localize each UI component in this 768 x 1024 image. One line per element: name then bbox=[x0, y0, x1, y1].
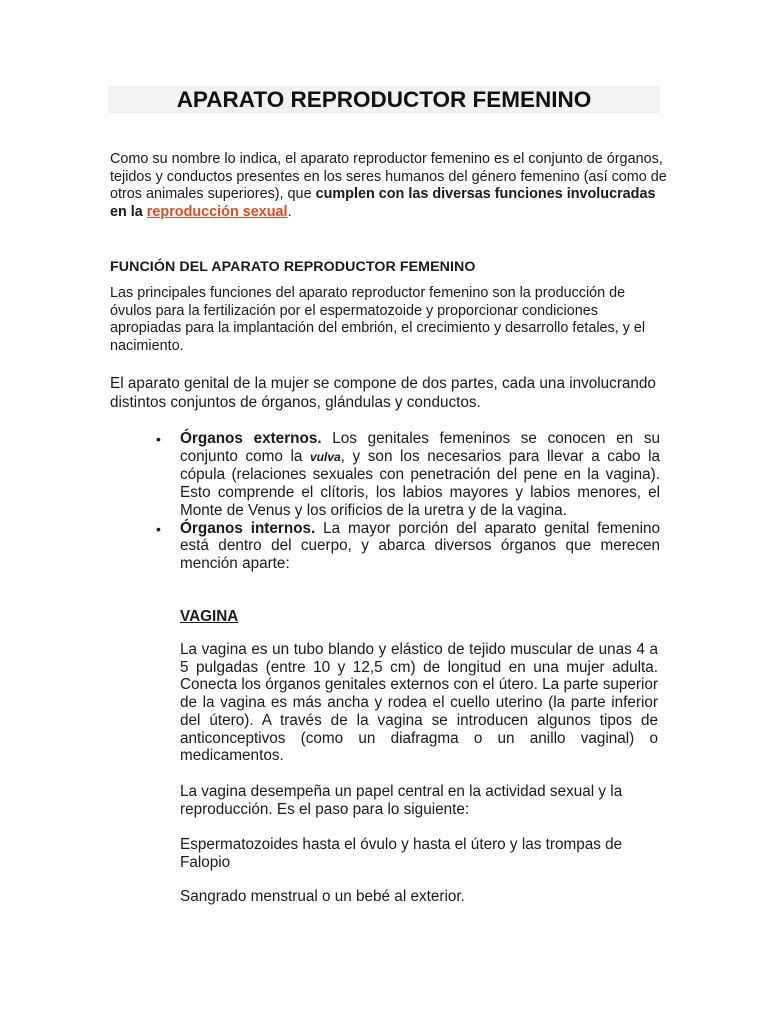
passage-item-1: Espermatozoides hasta el óvulo y hasta el útero y las trompas de Falopio bbox=[180, 836, 623, 871]
vagina-paragraph: La vagina es un tubo blando y elástico de tejido muscular de unas 4 a 5 pulgadas (entre 10 y 12,5 cm) de longitud en una mujer adulta. Conecta los órganos genitales externos con el útero. La parte superior de la vagina es más ancha y rodea el cuello uterino (la parte inferior del útero). A través de la vagina se introducen algunos tipos de anticonceptivos (como un diafragma o un anillo vaginal) o medicamentos. bbox=[180, 641, 658, 765]
intro-end: . bbox=[287, 203, 292, 220]
bullet-label: Órganos internos. bbox=[180, 519, 316, 537]
bullet-icon: • bbox=[156, 431, 161, 447]
intro-paragraph bbox=[110, 151, 670, 221]
bullet-text: La mayor porción del aparato genital femenino está dentro del cuerpo, y abarca diversos órganos que merecen mención aparte: bbox=[180, 519, 660, 572]
section-body: Las principales funciones del aparato reproductor femenino son la producción de óvulos para la fertilización por el espermatozoide y proporcionar condiciones apropiadas para la implantación del embrión, el crecimiento y desarrollo fetales, y el nacimiento. bbox=[110, 285, 646, 354]
organs-list bbox=[150, 430, 660, 573]
parts-paragraph: El aparato genital de la mujer se compone de dos partes, cada una involucrando distintos conjuntos de órganos, glándulas y conductos. bbox=[110, 375, 656, 411]
vagina-heading: VAGINA bbox=[180, 608, 239, 625]
bullet-label: Órganos externos. bbox=[180, 430, 322, 447]
list-item bbox=[150, 430, 660, 520]
passage-item-2: Sangrado menstrual o un bebé al exterior. bbox=[180, 888, 465, 905]
bullet-text-continued: , y son los necesarios para llevar a cabo la cópula (relaciones sexuales con penetración del pene en la vagina). Esto comprende el clítoris, los labios mayores y labios menores, el Monte de Venus y los orificios de la uretra y de la vagina. bbox=[180, 447, 660, 519]
bullet-icon: • bbox=[156, 520, 161, 537]
reproduccion-sexual-link[interactable]: reproducción sexual bbox=[146, 203, 288, 220]
intro-bold-text: cumplen con las diversas funciones involucradas en la bbox=[110, 186, 656, 220]
page-title: APARATO REPRODUCTOR FEMENINO bbox=[176, 87, 592, 112]
bullet-emphasis: vulva bbox=[309, 449, 341, 464]
intro-text: Como su nombre lo indica, el aparato reproductor femenino es el conjunto de órganos, tejidos y conductos presentes en los seres humanos del género femenino (así como de otros animales superiores), que bbox=[110, 151, 667, 202]
vagina-role-paragraph: La vagina desempeña un papel central en la actividad sexual y la reproducción. Es el paso para lo siguiente: bbox=[180, 783, 623, 818]
list-item bbox=[150, 520, 660, 573]
section-heading: FUNCIÓN DEL APARATO REPRODUCTOR FEMENINO bbox=[110, 259, 476, 275]
bullet-text: Los genitales femeninos se conocen en su conjunto como la bbox=[180, 430, 660, 465]
